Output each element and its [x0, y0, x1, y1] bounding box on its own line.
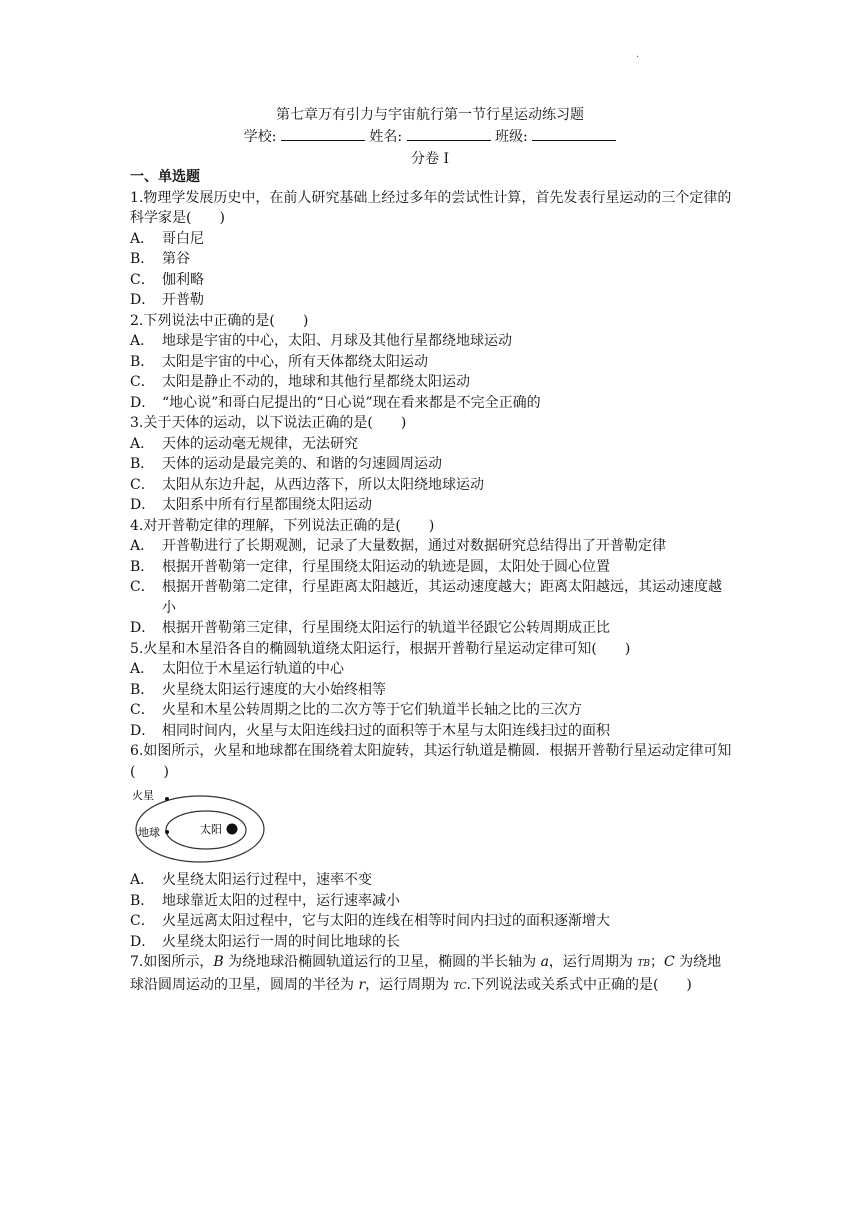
question-5-option-a[interactable] — [130, 659, 732, 680]
mars-label: 火星 — [132, 789, 154, 802]
option-label: D． — [130, 292, 156, 308]
paper-part-label: 分卷 I — [411, 151, 449, 167]
option-label: D． — [130, 394, 156, 411]
question-6-option-a[interactable] — [130, 870, 732, 891]
question-2-stem: 2.下列说法中正确的是( ) — [130, 312, 309, 329]
question-4-option-b[interactable] — [130, 557, 732, 578]
option-label: C． — [130, 579, 155, 595]
question-4-stem: 4.对开普勒定律的理解，下列说法正确的是( ) — [130, 517, 435, 534]
class-blank[interactable] — [532, 128, 616, 141]
corner-mark: · — [636, 52, 640, 63]
school-label: 学校: — [243, 129, 277, 145]
option-label: C． — [130, 913, 155, 929]
option-text: 地球是宇宙的中心，太阳、月球及其他行星都绕地球运动 — [162, 333, 512, 349]
question-1-option-c[interactable] — [130, 270, 732, 291]
var-r: r — [358, 976, 366, 993]
section-heading: 一、单选题 — [130, 169, 200, 185]
option-text: 根据开普勒第一定律，行星围绕太阳运动的轨迹是圆，太阳处于圆心位置 — [162, 558, 610, 575]
option-label: B． — [130, 353, 155, 370]
option-text: 开普勒 — [162, 292, 204, 308]
option-label: A． — [130, 435, 155, 452]
option-label: B． — [130, 681, 155, 698]
stem-text: ，运行周期为 — [548, 954, 638, 970]
option-text: 开普勒进行了长期观测，记录了大量数据，通过对数据研究总结得出了开普勒定律 — [162, 538, 666, 554]
option-text: 相同时间内，火星与太阳连线扫过的面积等于木星与太阳连线扫过的面积 — [162, 722, 610, 739]
option-text: 地球靠近太阳的过程中，运行速率减小 — [162, 892, 400, 909]
orbit-diagram — [130, 784, 270, 870]
question-6-option-c[interactable] — [130, 911, 732, 932]
stem-text: ，运行周期为 — [365, 976, 454, 993]
question-list — [130, 167, 732, 997]
orbit-figure — [130, 784, 732, 870]
question-1-option-b[interactable] — [130, 249, 732, 270]
option-text: 根据开普勒第三定律，行星围绕太阳运行的轨道半径跟它公转周期成正比 — [162, 620, 610, 636]
question-1-option-a[interactable] — [130, 229, 732, 250]
option-label: A． — [130, 230, 155, 247]
school-blank[interactable] — [281, 128, 365, 141]
question-4-option-a[interactable] — [130, 536, 732, 557]
question-2-option-d[interactable] — [130, 393, 732, 414]
stem-text: ； — [650, 954, 664, 970]
option-label: D． — [130, 620, 156, 636]
option-text: 伽利略 — [162, 271, 204, 288]
mars-dot — [165, 797, 169, 801]
question-4-option-c[interactable] — [130, 577, 732, 618]
option-text: 火星远离太阳过程中，它与太阳的连线在相等时间内扫过的面积逐渐增大 — [162, 913, 610, 929]
stem-text: .下列说法或关系式中正确的是( ) — [466, 976, 692, 993]
option-text: 火星绕太阳运行速度的大小始终相等 — [162, 681, 386, 698]
question-1-option-d[interactable] — [130, 290, 732, 311]
period-tb: TB — [637, 959, 650, 969]
var-c: C — [664, 954, 675, 970]
question-7-stem — [130, 952, 732, 997]
earth-dot — [165, 830, 169, 834]
question-2-option-b[interactable] — [130, 352, 732, 373]
name-blank[interactable] — [407, 128, 491, 141]
option-label: C． — [130, 476, 155, 493]
option-text: “地心说”和哥白尼提出的“日心说”现在看来都是不完全正确的 — [162, 394, 541, 411]
option-label: A． — [130, 538, 155, 554]
question-6-stem: 6.如图所示，火星和地球都在围绕着太阳旋转，其运行轨道是椭圆．根据开普勒行星运动定律可知( ) — [130, 743, 732, 780]
question-5-option-c[interactable] — [130, 700, 732, 721]
question-6-option-d[interactable] — [130, 932, 732, 953]
question-1-stem: 1.物理学发展历史中，在前人研究基础上经过多年的尝试性计算，首先发表行星运动的三个定律的科学家是( ) — [130, 189, 732, 226]
option-label: D． — [130, 933, 156, 950]
page-title: 第七章万有引力与宇宙航行第一节行星运动练习题 — [276, 107, 584, 123]
question-3-option-a[interactable] — [130, 434, 732, 455]
question-3-stem: 3.关于天体的运动，以下说法正确的是( ) — [130, 415, 407, 431]
option-text: 太阳位于木星运行轨道的中心 — [162, 661, 344, 677]
option-text: 火星和木星公转周期之比的二次方等于它们轨道半长轴之比的三次方 — [162, 702, 582, 718]
option-label: B． — [130, 251, 155, 267]
option-label: A． — [130, 333, 155, 349]
option-text: 第谷 — [162, 251, 190, 267]
option-label: C． — [130, 374, 155, 390]
stem-text: 7.如图所示， — [130, 954, 214, 970]
option-text: 太阳系中所有行星都围绕太阳运动 — [162, 497, 372, 513]
option-label: B． — [130, 558, 155, 575]
question-3-option-d[interactable] — [130, 495, 732, 516]
option-text: 火星绕太阳运行过程中，速率不变 — [162, 872, 372, 888]
var-b: B — [213, 954, 224, 970]
question-3-option-c[interactable] — [130, 475, 732, 496]
option-text: 根据开普勒第二定律，行星距离太阳越近，其运动速度越大；距离太阳越远，其运动速度越小 — [162, 579, 722, 616]
option-label: B． — [130, 892, 155, 909]
question-5-option-d[interactable] — [130, 721, 732, 742]
earth-label: 地球 — [138, 826, 160, 839]
question-5-stem: 5.火星和木星沿各自的椭圆轨道绕太阳运行，根据开普勒行星运动定律可知( ) — [130, 640, 631, 657]
sun-label: 太阳 — [200, 823, 222, 836]
option-text: 天体的运动毫无规律，无法研究 — [162, 435, 358, 452]
option-text: 太阳是静止不动的，地球和其他行星都绕太阳运动 — [162, 374, 470, 390]
class-label: 班级: — [495, 129, 528, 145]
option-label: B． — [130, 456, 155, 472]
student-info-line — [0, 126, 860, 146]
option-label: A． — [130, 872, 155, 888]
question-5-option-b[interactable] — [130, 680, 732, 701]
option-label: C． — [130, 702, 155, 718]
period-tc: TC — [453, 981, 467, 992]
option-text: 太阳从东边升起，从西边落下，所以太阳绕地球运动 — [162, 476, 484, 493]
name-label: 姓名: — [369, 129, 403, 145]
stem-text: 为绕地球沿椭圆轨道运行的卫星，椭圆的半长轴为 — [223, 954, 541, 970]
option-text: 太阳是宇宙的中心，所有天体都绕太阳运动 — [162, 353, 428, 370]
question-4-option-d[interactable] — [130, 618, 732, 639]
option-text: 天体的运动是最完美的、和谐的匀速圆周运动 — [162, 456, 442, 472]
option-label: D． — [130, 497, 156, 513]
question-2-option-a[interactable] — [130, 331, 732, 352]
sun-dot — [227, 824, 238, 835]
question-6-option-b[interactable] — [130, 891, 732, 912]
option-label: C． — [130, 271, 155, 288]
option-text: 火星绕太阳运行一周的时间比地球的长 — [162, 933, 400, 950]
stem-text: 为绕地球沿圆周运动的卫星，圆周的半径为 — [130, 954, 722, 993]
option-label: A． — [130, 661, 155, 677]
var-a: a — [540, 954, 549, 970]
question-2-option-c[interactable] — [130, 372, 732, 393]
option-text: 哥白尼 — [162, 230, 204, 247]
question-3-option-b[interactable] — [130, 454, 732, 475]
option-label: D． — [130, 722, 156, 739]
